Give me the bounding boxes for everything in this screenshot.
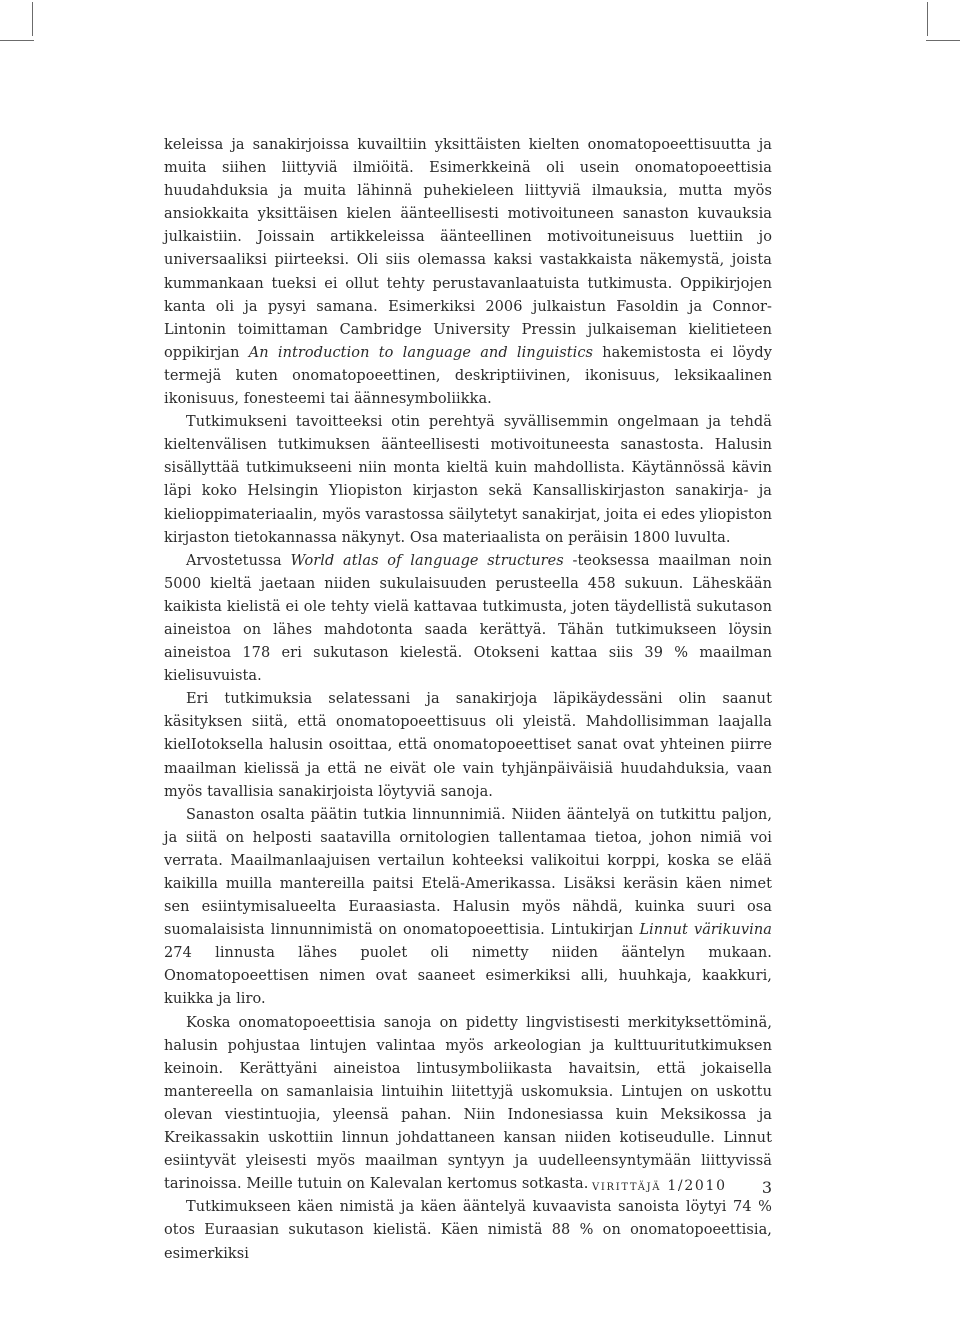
text-run: 274 linnusta lähes puolet oli nimetty niiden ääntelyn mukaan. Onomatopoeettisen nimen ovat saaneet esimerkiksi alli, huuhkaja, kaakkuri, kuikka ja liro. — [164, 945, 772, 1008]
text-run: Tutkimukseni tavoitteeksi otin perehtyä syvällisemmin ongelmaan ja tehdä kieltenvälisen tutkimuksen äänteellisesti motivoituneesta sanastosta. Halusin sisällyttää tutkimukseeni niin monta kieltä kuin mahdollista. Käytännössä kävin läpi koko Helsingin Yliopiston kirjaston sekä Kansalliskirjaston sanakirja- ja kielioppimateriaalin, myös varastossa säilytetyt sanakirjat, joita ei edes yliopiston kirjaston tietokannassa näkynyt. Osa materiaalista on peräisin 1800 luvulta. — [164, 414, 772, 546]
italic-title: An introduction to language and linguistics — [248, 344, 594, 361]
paragraph — [164, 1196, 772, 1265]
crop-mark-top-right-h — [926, 40, 960, 41]
text-run: Tutkimukseen käen nimistä ja käen ääntelyä kuvaavista sanoista löytyi 74 % otos Euraasian sukutason kielistä. Käen nimistä 88 % on onomatopoeettisia, esimerkiksi — [164, 1199, 772, 1262]
article-body — [164, 134, 772, 1266]
crop-mark-top-left-h — [0, 40, 34, 41]
text-run: hakemistosta ei löydy termejä kuten onomatopoeettinen, deskriptiivinen, ikonisuus, leksikaalinen ikonisuus, fonesteemi tai äännesymboliikka. — [164, 344, 772, 408]
text-run: Sanaston osalta päätin tutkia linnunnimiä. Niiden ääntelyä on tutkittu paljon, ja siitä on helposti saatavilla ornitologien tallentamaa tietoa, johon nimiä voi verrata. Maailmanlaajuisen vertailun kohteeksi valikoitui korppi, koska se elää kaikilla muilla mantereilla paitsi Etelä-Amerikassa. Lisäksi keräsin käen nimet sen esiintymisalueelta Euraasiasta. Halusin myös nähdä, kuinka suuri osa suomalaisista linnunnimistä on onomatopoeettisia. Lintukirjan — [164, 806, 772, 939]
page-number: 3 — [761, 1178, 772, 1197]
paragraph — [164, 1012, 772, 1197]
crop-mark-top-right — [927, 2, 928, 36]
paragraph — [164, 688, 772, 803]
page-footer — [560, 1178, 772, 1202]
text-run: Arvostetussa — [186, 552, 291, 569]
paragraph — [164, 411, 772, 550]
italic-title: Linnut värikuvina — [639, 922, 773, 939]
text-run: Koska onomatopoeettisia sanoja on pidetty lingvistisesti merkityksettöminä, halusin pohjustaa lintujen valintaa myös arkeologian ja kulttuuritutkimuksen keinoin. Kerättyäni aineistoa lintusymboliikasta havaitsin, että jokaisella mantereella on samanlaisia lintuihin liitettyjä uskomuksia. Lintujen on uskottu olevan viestintuojia, yleensä pahan. Niin Indonesiassa kuin Meksikossa ja Kreikassakin uskottiin linnun johdattaneen kansan niiden kotiseudulle. Linnut esiintyvät yleisesti myös maailman syntyyn ja uudelleensyntymään liittyvissä tarinoissa. Meille tutuin on Kalevalan kertomus sotkasta. — [164, 1014, 772, 1193]
text-run: -teoksessa maailman noin 5000 kieltä jaetaan niiden sukulaisuuden perusteella 458 sukuun. Läheskään kaikista kielistä ei ole tehty vielä kattavaa tutkimusta, joten täydellistä sukutason aineistoa on lähes mahdotonta saada kerättyä. Tähän tutkimukseen löysin aineistoa 178 eri sukutason kielestä. Otokseni kattaa siis 39 % maailman kielisuvuista. — [164, 552, 772, 685]
paragraph — [164, 804, 772, 1012]
paragraph — [164, 550, 772, 689]
crop-mark-top-left — [32, 2, 33, 36]
text-run: keleissa ja sanakirjoissa kuvailtiin yksittäisten kielten onomatopoeettisuutta ja muita siihen liittyviä ilmiöitä. Esimerkkeinä oli usein onomatopoeettisia huudahduksia ja muita lähinnä puhekieleen liittyviä ilmauksia, mutta myös ansiokkaita yksittäisen kielen äänteellisesti motivoituneen sanaston kuvauksia julkaistiin. Joissain artikkeleissa äänteellinen motivoituneisuus luettiin jo universaaliksi piirteeksi. Oli siis olemassa kaksi vastakkaista näkemystä, joista kummankaan tueksi ei ollut tehty perustavanlaatuista tutkimusta. Oppikirjojen kanta oli ja pysyi samana. Esimerkiksi 2006 julkaistun Fasoldin ja Connor-Lintonin toimittaman Cambridge University Pressin julkaiseman kielitieteen oppikirjan — [164, 137, 772, 361]
journal-name: virittäjä 1/2010 — [592, 1178, 727, 1194]
paragraph — [164, 134, 772, 411]
italic-title: World atlas of language structures — [290, 552, 564, 569]
text-run: Eri tutkimuksia selatessani ja sanakirjoja läpikäydessäni olin saanut käsityksen siitä, että onomatopoeettisuus oli yleistä. Mahdollisimman laajalla kielIotoksella halusin osoittaa, että onomatopoeettiset sanat ovat yhteinen piirre maailman kielissä ja että ne eivät ole vain tyhjänpäiväisiä huudahduksia, vaan myös tavallisia sanakirjoista löytyviä sanoja. — [164, 691, 772, 800]
